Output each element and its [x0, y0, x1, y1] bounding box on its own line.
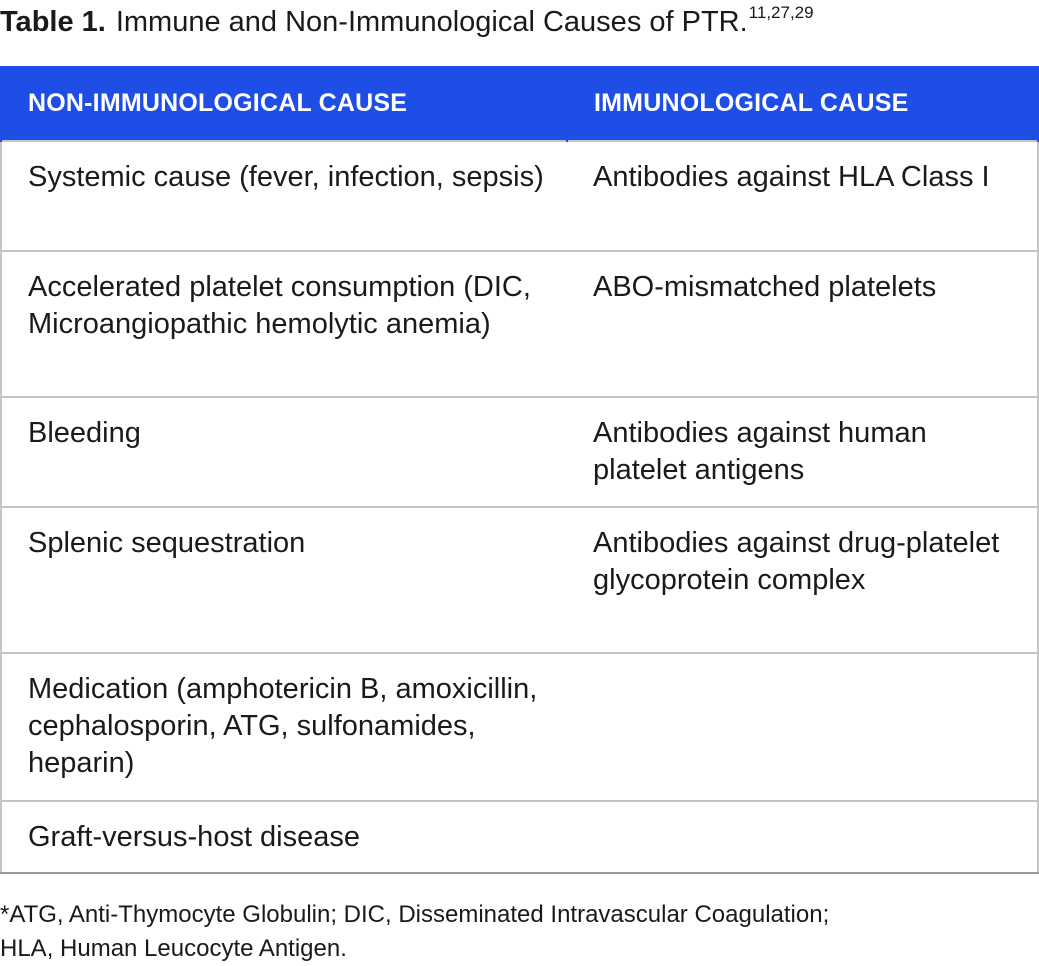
non-immunological-cell: Splenic sequestration: [1, 507, 567, 653]
table-body: [1, 141, 1038, 873]
table-caption-label: Table 1.: [0, 6, 106, 38]
table-caption-references: 11,27,29: [748, 3, 814, 22]
non-immunological-cell: Graft-versus-host disease: [1, 801, 567, 873]
non-immunological-cell: Bleeding: [1, 397, 567, 507]
table-footnote: [0, 898, 1039, 966]
immunological-cell: [567, 653, 1038, 801]
immunological-cell: [567, 801, 1038, 873]
table-row: [1, 397, 1038, 507]
footnote-line-1: *ATG, Anti-Thymocyte Globulin; DIC, Disseminated Intravascular Coagulation;: [0, 901, 830, 928]
immunological-cell: Antibodies against HLA Class I: [567, 141, 1038, 251]
column-header-immunological: IMMUNOLOGICAL CAUSE: [567, 66, 1038, 141]
table-header-row: [1, 66, 1038, 141]
table-caption-title: Immune and Non-Immunological Causes of PTR.: [115, 6, 748, 38]
table-row: [1, 801, 1038, 873]
table-row: [1, 653, 1038, 801]
footnote-line-2: HLA, Human Leucocyte Antigen.: [0, 935, 347, 962]
table-row: [1, 507, 1038, 653]
table-header: [1, 66, 1038, 141]
causes-table: [0, 66, 1039, 874]
non-immunological-cell: Accelerated platelet consumption (DIC, Microangiopathic hemolytic anemia): [1, 251, 567, 397]
table-caption: [0, 2, 814, 42]
table-row: [1, 141, 1038, 251]
non-immunological-cell: Systemic cause (fever, infection, sepsis): [1, 141, 567, 251]
immunological-cell: ABO-mismatched platelets: [567, 251, 1038, 397]
immunological-cell: Antibodies against drug-platelet glycoprotein complex: [567, 507, 1038, 653]
immunological-cell: Antibodies against human platelet antigens: [567, 397, 1038, 507]
non-immunological-cell: Medication (amphotericin B, amoxicillin, cephalosporin, ATG, sulfonamides, heparin): [1, 653, 567, 801]
table-row: [1, 251, 1038, 397]
column-header-non-immunological: NON-IMMUNOLOGICAL CAUSE: [1, 66, 567, 141]
